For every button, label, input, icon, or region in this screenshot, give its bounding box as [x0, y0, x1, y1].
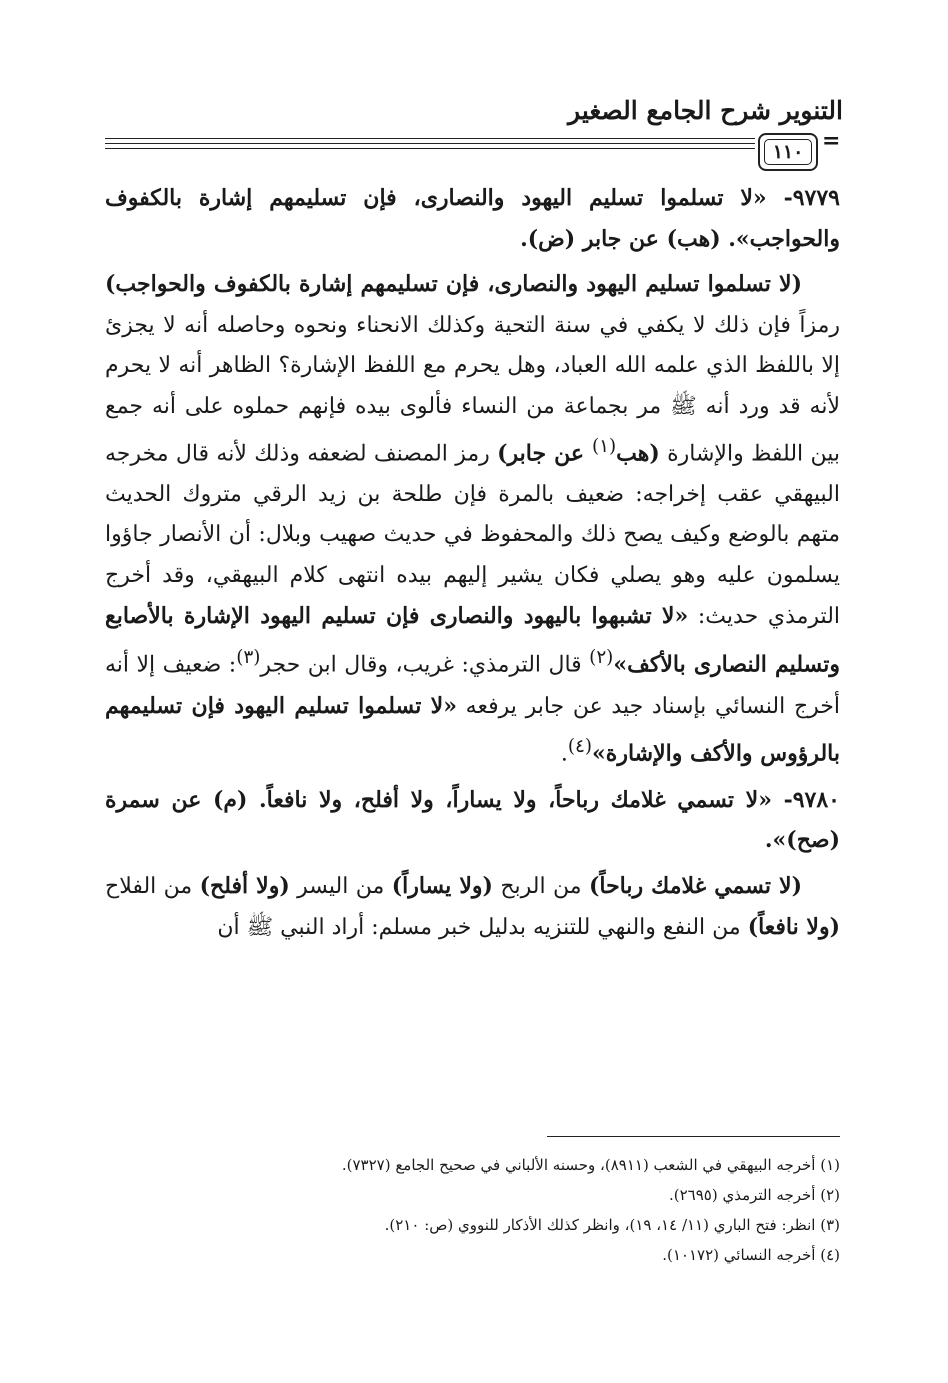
footnote-separator	[547, 1136, 840, 1137]
commentary-text: : ضعيف إلا أنه أخرج النسائي بإسناد جيد عن جابر يرفعه	[105, 652, 840, 719]
footnote-marker: (٣)	[236, 646, 261, 668]
main-text	[105, 178, 840, 949]
commentary-text: من اليسر	[289, 873, 392, 899]
quoted-phrase: (لا تسلموا تسليم اليهود والنصارى، فإن تسليمهم إشارة بالكفوف والحواجب)	[105, 271, 802, 297]
commentary-text: من النفع والنهي للتنزيه بدليل خبر مسلم: أراد النبي ﷺ أن	[217, 915, 748, 941]
header-mark: =	[822, 128, 841, 154]
quoted-phrase: (لا تسمي غلامك رباحاً)	[588, 872, 803, 899]
footnote-1: (١) أخرجه البيهقي في الشعب (٨٩١١)، وحسنه الألباني في صحيح الجامع (٧٣٢٧).	[341, 1156, 840, 1174]
header-rule-top	[105, 138, 755, 139]
hadith-number: ٩٧٧٩-	[766, 185, 840, 211]
page-number-box	[758, 133, 818, 171]
footnote-4: (٤) أخرجه النسائي (١٠١٧٢).	[662, 1246, 840, 1264]
quoted-hadith: «لا تسلموا تسليم اليهود فإن تسليمهم بالرؤوس والأكف والإشارة»	[105, 692, 840, 767]
hadith-9779	[105, 178, 840, 259]
page-number: ١١٠	[772, 141, 804, 163]
commentary-text: من الفلاح	[105, 873, 200, 899]
running-title: التنوير شرح الجامع الصغير	[568, 96, 843, 125]
quoted-phrase: (هب	[616, 440, 660, 467]
commentary-9780	[105, 866, 840, 949]
footnote-3: (٣) انظر: فتح الباري (١١/ ١٤، ١٩)، وانظر كذلك الأذكار للنووي (ص: ٢١٠).	[384, 1216, 840, 1234]
commentary-9779	[105, 264, 840, 775]
hadith-9780	[105, 780, 840, 861]
quoted-phrase: (ولا نافعاً)	[747, 914, 840, 941]
header-rule-middle	[105, 143, 755, 144]
commentary-text: .	[560, 741, 568, 767]
commentary-text: رمز المصنف لضعفه وذلك لأنه قال مخرجه البيهقي عقب إخراجه: ضعيف بالمرة فإن طلحة بن زيد الرقي متروك الحديث متهم بالوضع وكيف يصح ذلك والمحفوظ في حديث صهيب وبلال: أن الأنصار جاؤوا يسلمون عليه وهو يصلي فكان يشير إليهم بيده انتهى كلام البيهقي، وقد أخرج الترمذي حديث:	[105, 441, 841, 630]
footnote-2: (٢) أخرجه الترمذي (٢٦٩٥).	[668, 1186, 840, 1204]
hadith-text: «لا تسمي غلامك رباحاً، ولا يساراً، ولا أفلح، ولا نافعاً. (م) عن سمرة (صح)».	[105, 786, 840, 854]
hadith-number: ٩٧٨٠-	[771, 786, 840, 813]
commentary-text: قال الترمذي: غريب، وقال ابن حجر	[260, 652, 590, 678]
quoted-phrase: عن جابر)	[497, 440, 592, 467]
footnote-marker: (١)	[591, 436, 617, 457]
footnotes	[105, 1150, 840, 1270]
footnote-marker: (٢)	[589, 646, 614, 668]
header-rule-bottom	[105, 148, 755, 149]
commentary-text: رمزاً فإن ذلك لا يكفي في سنة التحية وكذلك الانحناء ونحوه وحاصله أنه لا يجزئ إلا باللفظ الذي علمه الله العباد، وهل يحرم مع اللفظ الإشارة؟ الظاهر أنه لا يحرم لأنه قد ورد أنه ﷺ مر بجماعة من النساء فألوى بيده فإنهم حملوه على أنه جمع بين اللفظ والإشارة	[105, 312, 840, 467]
quoted-phrase: (ولا أفلح)	[199, 872, 290, 899]
footnote-marker: (٤)	[567, 736, 593, 758]
hadith-text: «لا تسلموا تسليم اليهود والنصارى، فإن تسليمهم إشارة بالكفوف والحواجب». (هب) عن جابر (ض).	[105, 185, 840, 252]
quoted-hadith: «لا تشبهوا باليهود والنصارى فإن تسليم اليهود الإشارة بالأصابع وتسليم النصارى بالأكف»	[105, 603, 840, 678]
commentary-text: من الربح	[492, 873, 589, 899]
quoted-phrase: (ولا يساراً)	[391, 872, 493, 899]
